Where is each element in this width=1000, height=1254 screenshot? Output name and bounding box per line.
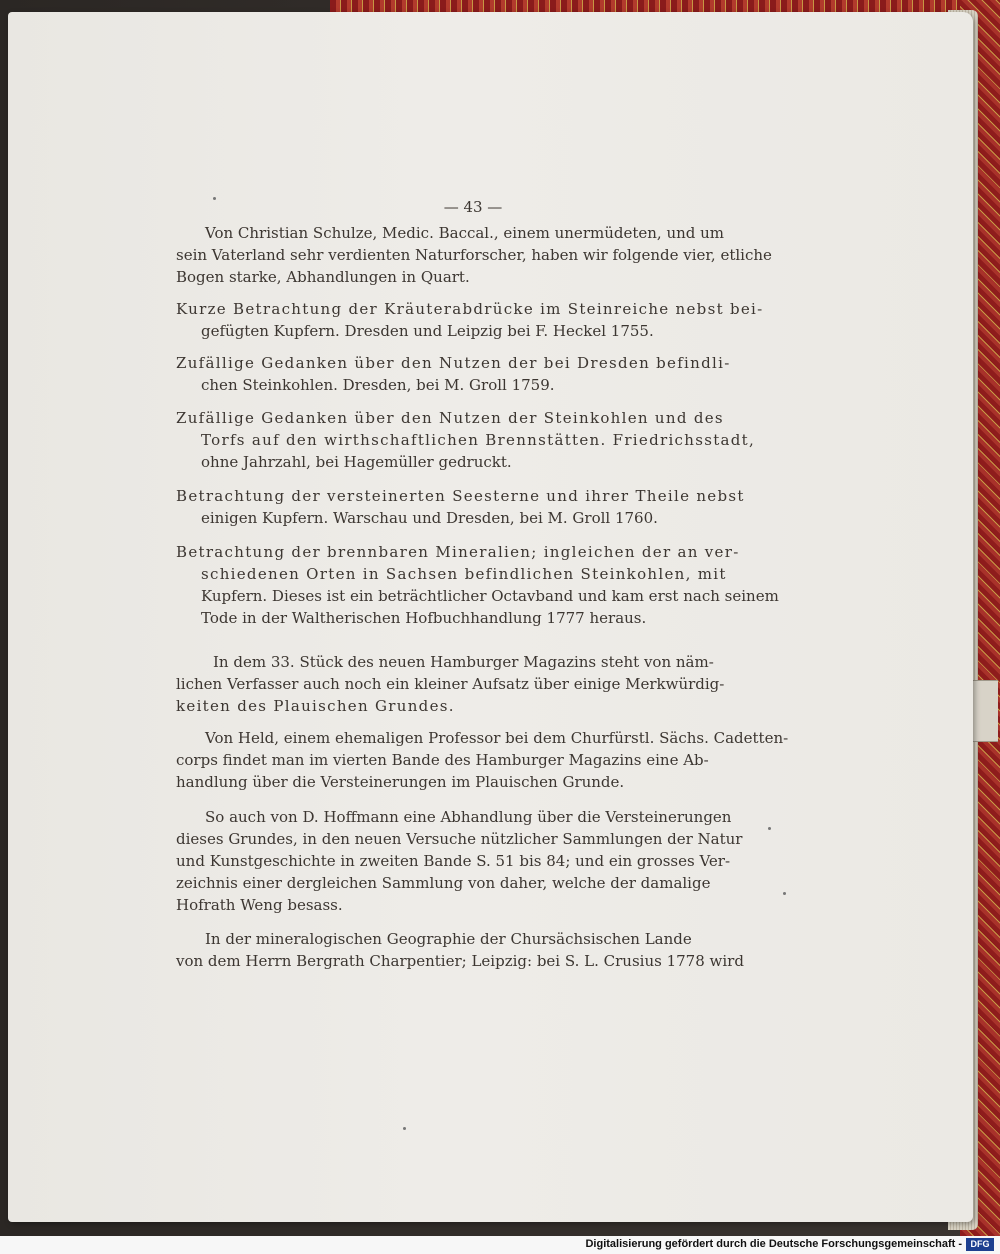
text-line: chen Steinkohlen. Dresden, bei M. Groll 1759.	[201, 376, 555, 394]
text-line: In dem 33. Stück des neuen Hamburger Magazins steht von näm-	[213, 653, 714, 671]
text-line: In der mineralogischen Geographie der Chursächsischen Lande	[205, 930, 692, 948]
text-line: sein Vaterland sehr verdienten Naturforscher, haben wir folgende vier, etliche	[176, 246, 772, 264]
paper-speck	[768, 827, 771, 830]
text-line: keiten des Plauischen Grundes.	[176, 697, 455, 715]
paper-speck	[213, 197, 216, 200]
paper-speck	[403, 1127, 406, 1130]
text-line: dieses Grundes, in den neuen Versuche nützlicher Sammlungen der Natur	[176, 830, 743, 848]
paper-speck	[783, 892, 786, 895]
text-line: handlung über die Versteinerungen im Plauischen Grunde.	[176, 773, 625, 791]
digitization-credit-bar	[0, 1236, 1000, 1254]
text-line: von dem Herrn Bergrath Charpentier; Leipzig: bei S. L. Crusius 1778 wird	[176, 952, 744, 970]
text-line: und Kunstgeschichte in zweiten Bande S. 51 bis 84; und ein grosses Ver-	[176, 852, 731, 870]
text-line: Bogen starke, Abhandlungen in Quart.	[176, 268, 470, 286]
text-line: Zufällige Gedanken über den Nutzen der Steinkohlen und des	[176, 409, 724, 427]
text-line: Betrachtung der brennbaren Mineralien; ingleichen der an ver-	[176, 543, 740, 561]
text-line: ohne Jahrzahl, bei Hagemüller gedruckt.	[201, 453, 512, 471]
text-line: Zufällige Gedanken über den Nutzen der bei Dresden befindli-	[176, 354, 731, 372]
dfg-logo: DFG	[966, 1238, 994, 1251]
text-line: Kurze Betrachtung der Kräuterabdrücke im Steinreiche nebst bei-	[176, 300, 764, 318]
text-line: lichen Verfasser auch noch ein kleiner Aufsatz über einige Merkwürdig-	[176, 675, 725, 693]
text-line: schiedenen Orten in Sachsen befindlichen Steinkohlen, mit	[201, 565, 727, 583]
book-page	[8, 12, 973, 1222]
text-line: corps findet man im vierten Bande des Hamburger Magazins eine Ab-	[176, 751, 709, 769]
text-line: Tode in der Waltherischen Hofbuchhandlung 1777 heraus.	[201, 609, 647, 627]
text-line: Torfs auf den wirthschaftlichen Brennstätten. Friedrichsstadt,	[201, 431, 756, 449]
digitization-credit: Digitalisierung gefördert durch die Deutsche Forschungsgemeinschaft -	[585, 1238, 962, 1250]
page-number: — 43 —	[443, 198, 503, 216]
text-line: Von Christian Schulze, Medic. Baccal., einem unermüdeten, und um	[205, 224, 725, 242]
text-line: Von Held, einem ehemaligen Professor bei dem Churfürstl. Sächs. Cadetten-	[205, 729, 789, 747]
text-line: So auch von D. Hoffmann eine Abhandlung über die Versteinerungen	[205, 808, 732, 826]
text-line: Hofrath Weng besass.	[176, 896, 343, 914]
text-line: gefügten Kupfern. Dresden und Leipzig bei F. Heckel 1755.	[201, 322, 654, 340]
text-line: Betrachtung der versteinerten Seesterne und ihrer Theile nebst	[176, 487, 745, 505]
text-line: Kupfern. Dieses ist ein beträchtlicher Octavband und kam erst nach seinem	[201, 587, 779, 605]
text-line: einigen Kupfern. Warschau und Dresden, bei M. Groll 1760.	[201, 509, 658, 527]
book-cover-top	[330, 0, 1000, 12]
text-line: zeichnis einer dergleichen Sammlung von daher, welche der damalige	[176, 874, 711, 892]
